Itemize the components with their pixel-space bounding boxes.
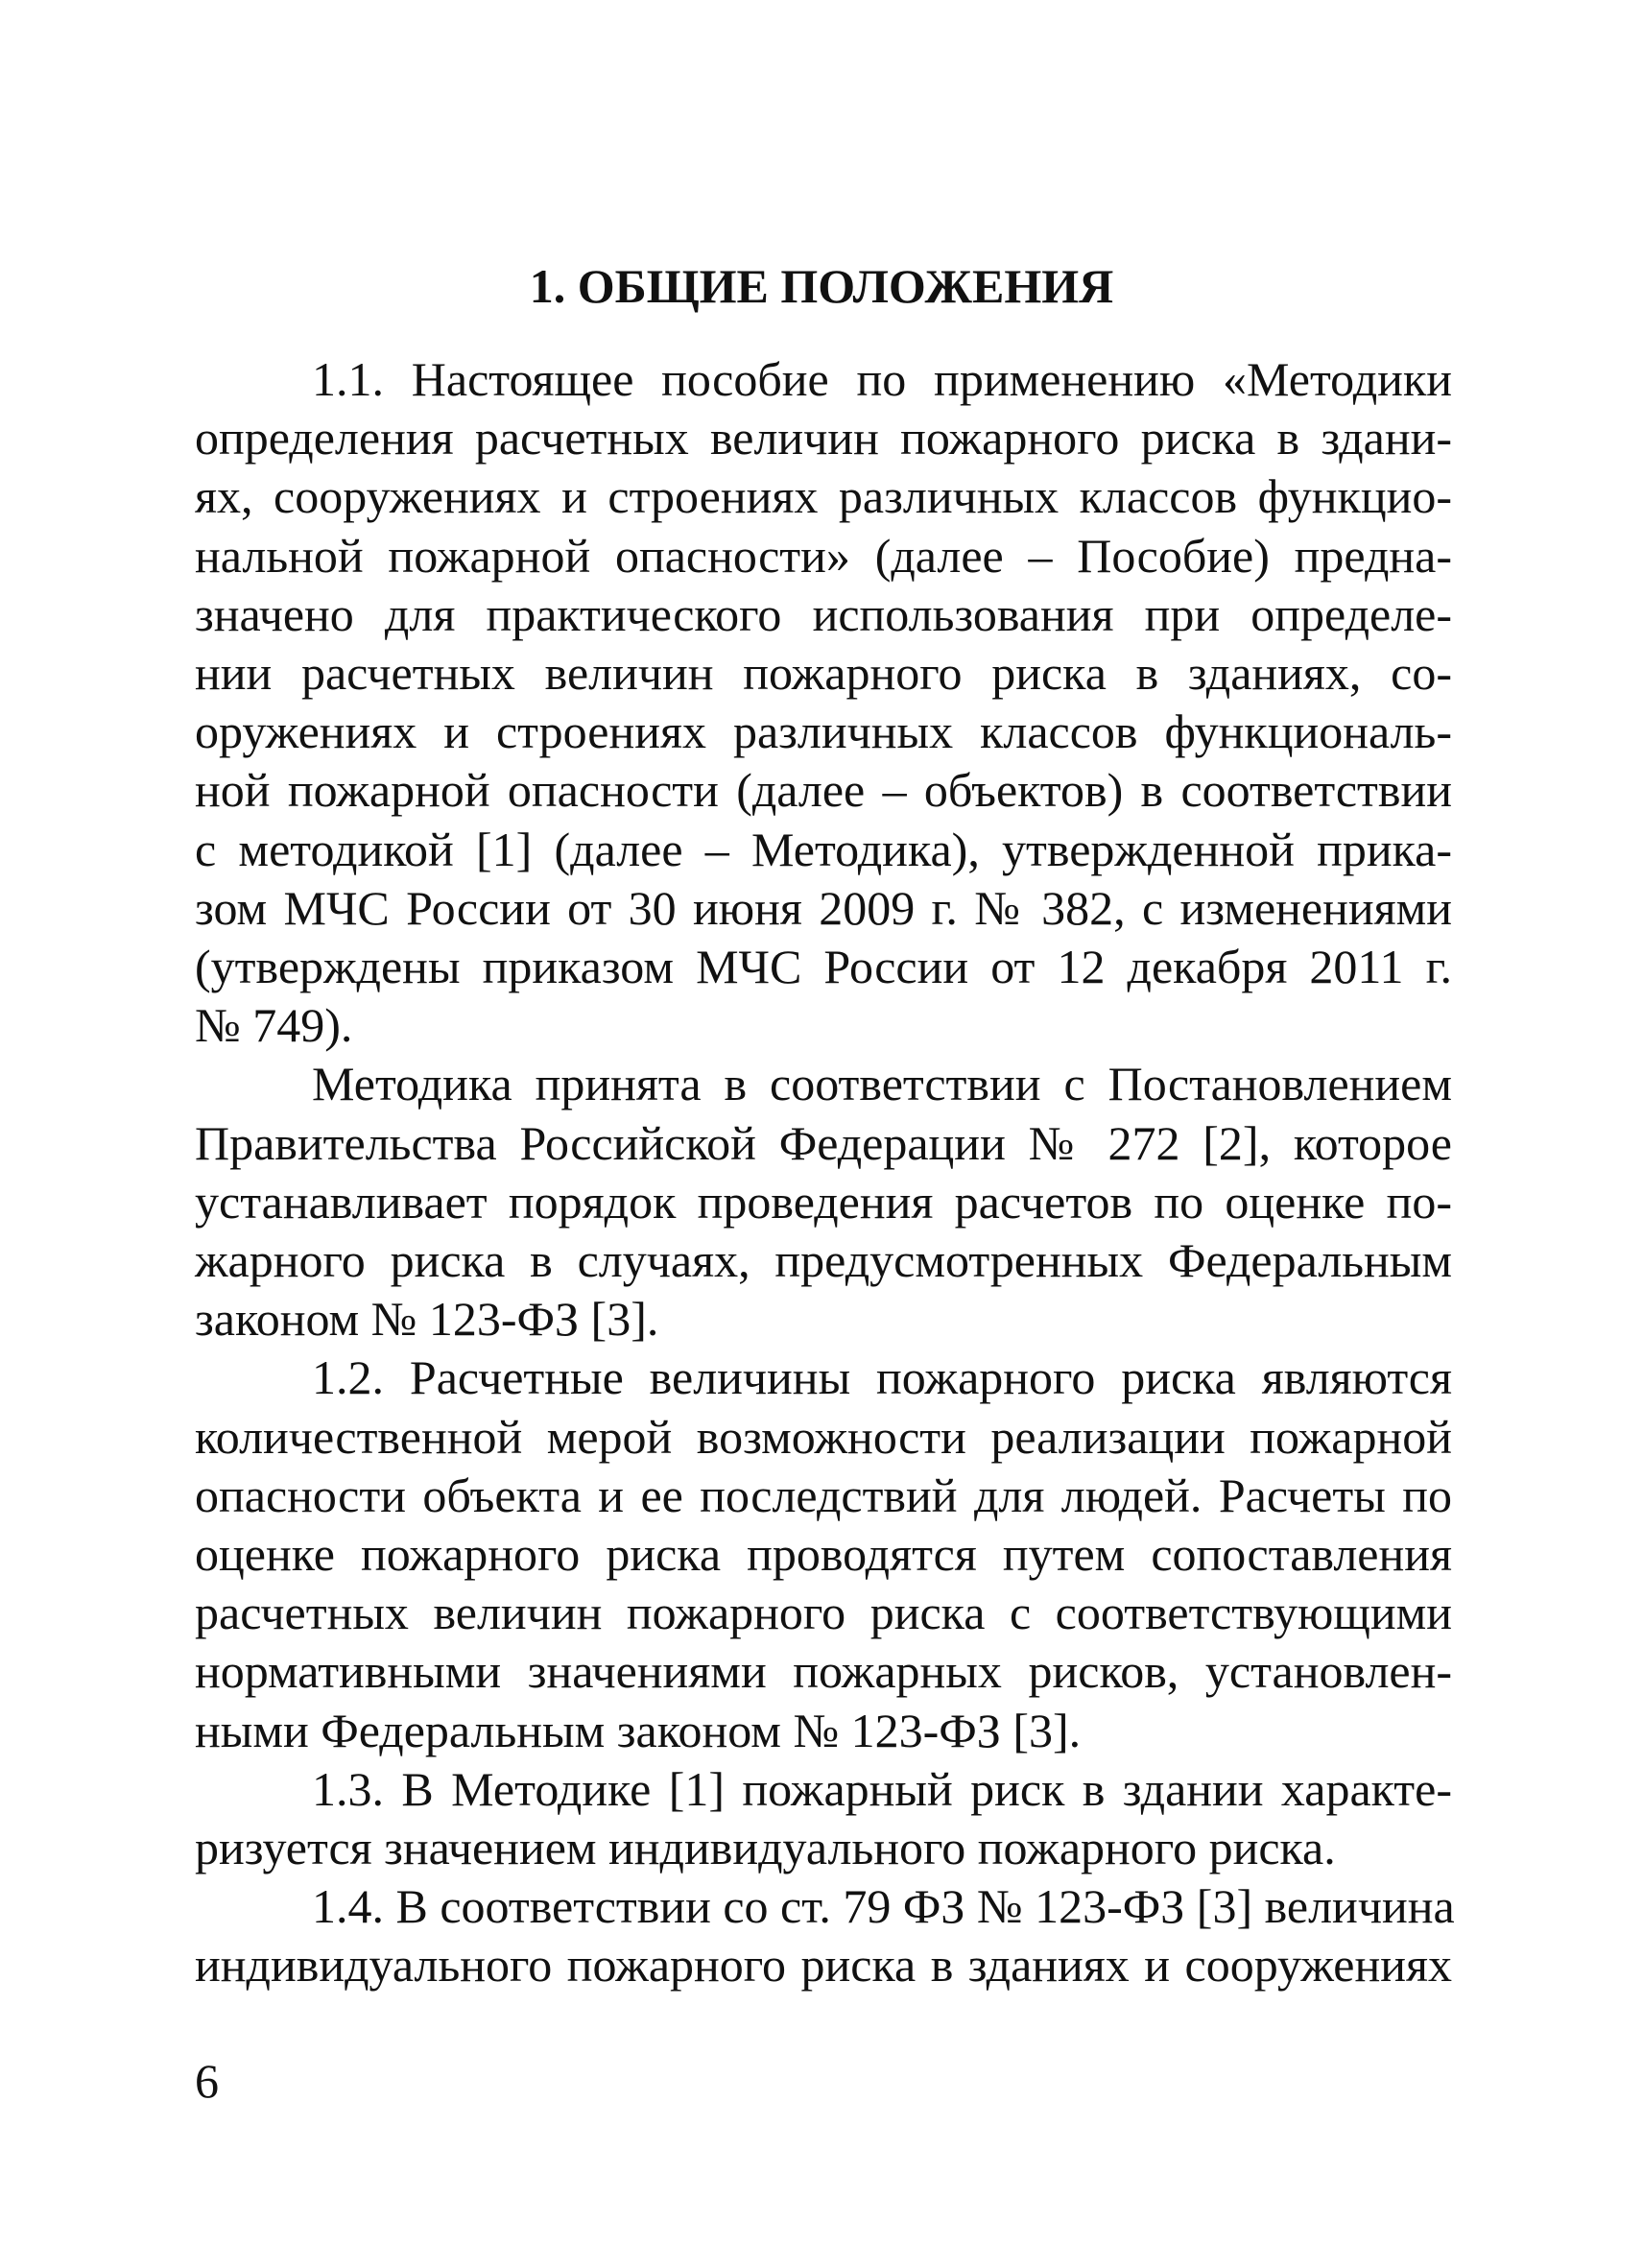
text-line: значено для практического использования при определе-: [195, 586, 1452, 641]
text-line: нормативными значениями пожарных рисков, установлен-: [195, 1644, 1452, 1699]
text-line: зом МЧС России от 30 июня 2009 г. № 382, с изменениями: [195, 880, 1452, 935]
text-line: 1.2. Расчетные величины пожарного риска являются: [312, 1350, 1452, 1405]
text-line: с методикой [1] (далее – Методика), утвержденной прика-: [195, 822, 1452, 876]
paragraph: [195, 350, 1452, 1055]
text-line: жарного риска в случаях, предусмотренных Федеральным: [195, 1233, 1452, 1288]
text-line: законом № 123-ФЗ [3].: [195, 1292, 659, 1347]
text-line: расчетных величин пожарного риска с соответствующими: [195, 1586, 1452, 1640]
text-line: оружениях и строениях различных классов функциональ-: [195, 704, 1452, 759]
text-line: Правительства Российской Федерации № 272 [2], которое: [195, 1115, 1452, 1170]
text-line: (утверждены приказом МЧС России от 12 декабря 2011 г.: [195, 940, 1452, 994]
page-number: 6: [195, 2054, 219, 2108]
text-line: ях, сооружениях и строениях различных классов функцио-: [195, 469, 1452, 524]
document-body: [195, 350, 1455, 1995]
section-heading: 1. ОБЩИЕ ПОЛОЖЕНИЯ: [529, 259, 1114, 313]
text-line: опасности объекта и ее последствий для людей. Расчеты по: [195, 1468, 1452, 1522]
text-line: Методика принята в соответствии с Постановлением: [312, 1057, 1452, 1111]
text-line: 1.3. В Методике [1] пожарный риск в здании характе-: [312, 1761, 1452, 1816]
text-line: 1.1. Настоящее пособие по применению «Методики: [312, 352, 1452, 406]
text-line: ными Федеральным законом № 123-ФЗ [3].: [195, 1703, 1082, 1757]
paragraph: [195, 1349, 1452, 1759]
text-line: нальной пожарной опасности» (далее – Пособие) предна-: [195, 528, 1452, 583]
text-line: нии расчетных величин пожарного риска в зданиях, со-: [195, 646, 1452, 701]
text-line: определения расчетных величин пожарного риска в здани-: [195, 411, 1452, 466]
text-line: количественной мерой возможности реализации пожарной: [195, 1409, 1452, 1464]
text-line: 1.4. В соответствии со ст. 79 ФЗ № 123-ФЗ [3] величина: [312, 1879, 1455, 1934]
paragraph: [195, 1877, 1455, 1994]
text-line: индивидуального пожарного риска в зданиях и сооружениях: [195, 1938, 1452, 1993]
paragraph: [195, 1055, 1452, 1349]
text-line: ризуется значением индивидуального пожарного риска.: [195, 1821, 1336, 1875]
text-line: № 749).: [195, 998, 353, 1053]
text-line: ной пожарной опасности (далее – объектов) в соответствии: [195, 763, 1452, 818]
text-line: оценке пожарного риска проводятся путем сопоставления: [195, 1527, 1452, 1582]
text-line: устанавливает порядок проведения расчетов по оценке по-: [195, 1174, 1452, 1229]
paragraph: [195, 1760, 1452, 1877]
